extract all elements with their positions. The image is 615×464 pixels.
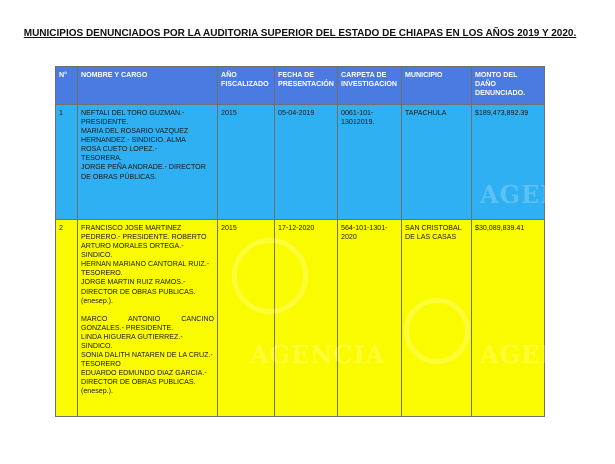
cell-municipio: TAPACHULA [402,105,472,220]
nombre-line: ROSA CUETO LOPEZ.- [81,145,157,154]
header-monto-line-3: DENUNCIADO. [475,89,526,98]
document-title: MUNICIPIOS DENUNCIADOS POR LA AUDITORIA SUPERIOR DEL ESTADO DE CHIAPAS EN LOS AÑOS 2019 Y 2020. [23,28,577,39]
carpeta-line: 564-101-1301- [341,224,388,232]
nombre-line: (enesep.). [81,387,113,396]
header-fecha-line-2: PRESENTACIÓN [278,80,334,89]
nombre-line: FRANCISCO JOSE MARTINEZ [81,224,182,232]
nombre-line: TESORERA. [81,154,122,163]
cell-carpeta [338,220,402,417]
nombre-line: MARCO ANTONIO CANCINO [81,314,214,323]
cell-nombre-cargo [78,105,218,220]
watermark-text: AGENCIA [480,340,615,369]
nombre-line: SINDICO. [81,251,113,260]
header-fecha-line-1: FECHA DE [278,71,314,79]
nombre-line: HERNAN MARIANO CANTORAL RUIZ.- [81,260,210,269]
cell-municipio [402,220,472,417]
nombre-line: EDUARDO EDMUNDO DIAZ GARCIA.- [81,369,207,378]
nombre-line: DIRECTOR DE OBRAS PUBLICAS. [81,287,196,296]
nombre-line: PEDRERO.- PRESIDENTE. ROBERTO [81,233,207,242]
header-monto-line-2: DAÑO [475,80,496,89]
cell-monto: $30,089,839.41 [472,220,545,417]
table-row [56,105,545,220]
nombre-line: TESORERO. [81,269,123,278]
nombre-line: (enesep.). [81,296,113,305]
header-nombre-cargo: NOMBRE Y CARGO [78,67,218,105]
header-anio-line-2: FISCALIZADO [221,80,269,89]
nombre-line: TESORERO [81,360,121,369]
cell-monto: $189,473,892.39 [472,105,545,220]
nombre-line: JORGE MARTIN RUIZ RAMOS.- [81,278,186,287]
table-row [56,220,545,417]
paragraph-gap [81,306,214,315]
nombre-line: ARTURO MORALES ORTEGA.- [81,242,184,251]
header-anio-fiscalizado [218,67,275,105]
nombre-line: DIRECTOR DE OBRAS PUBLICAS. [81,378,196,387]
header-no: N° [56,67,78,105]
nombre-line: MARIA DEL ROSARIO VAZQUEZ [81,127,189,136]
municipio-line: SAN CRISTOBAL [405,224,462,232]
header-monto-line-1: MONTO DEL [475,71,518,79]
nombre-line: SONIA DALITH NATAREN DE LA CRUZ.- [81,351,213,360]
nombre-line: NEFTALI DEL TORO GUZMAN.- [81,109,185,117]
carpeta-line: 2020 [341,233,357,242]
cell-anio: 2015 [218,220,275,417]
header-municipio: MUNICIPIO [402,67,472,105]
nombre-line: LINDA HIGUERA GUTIERREZ.- SINDICO. [81,332,183,350]
cell-nombre-cargo [78,220,218,417]
cell-no: 2 [56,220,78,417]
carpeta-line: 13012019. [341,118,375,127]
municipio-line: DE LAS CASAS [405,233,457,242]
cell-fecha: 05-04-2019 [275,105,338,220]
nombre-line: HERNANDEZ.- SINDICIO. ALMA [81,136,186,145]
cell-carpeta [338,105,402,220]
header-anio-line-1: AÑO [221,71,237,79]
table-header-row [56,67,545,105]
denuncias-table [55,66,545,417]
carpeta-line: 0061-101- [341,109,374,117]
nombre-line: GONZALES.- PRESIDENTE. [81,323,174,332]
header-carpeta-investigacion [338,67,402,105]
header-carpeta-line-1: CARPETA DE [341,71,387,79]
cell-anio: 2015 [218,105,275,220]
header-monto-danio [472,67,545,105]
watermark-text: AGENCIA [480,180,615,209]
nombre-line: DE OBRAS PÚBLICAS. [81,172,157,181]
cell-no: 1 [56,105,78,220]
nombre-line: PRESIDENTE. [81,118,129,127]
watermark-text: AGENCIA [250,340,386,369]
header-carpeta-line-2: INVESTIGACION [341,80,397,89]
header-fecha-presentacion [275,67,338,105]
nombre-line: JORGE PEÑA ANDRADE.- DIRECTOR [81,163,206,172]
cell-fecha: 17-12-2020 [275,220,338,417]
